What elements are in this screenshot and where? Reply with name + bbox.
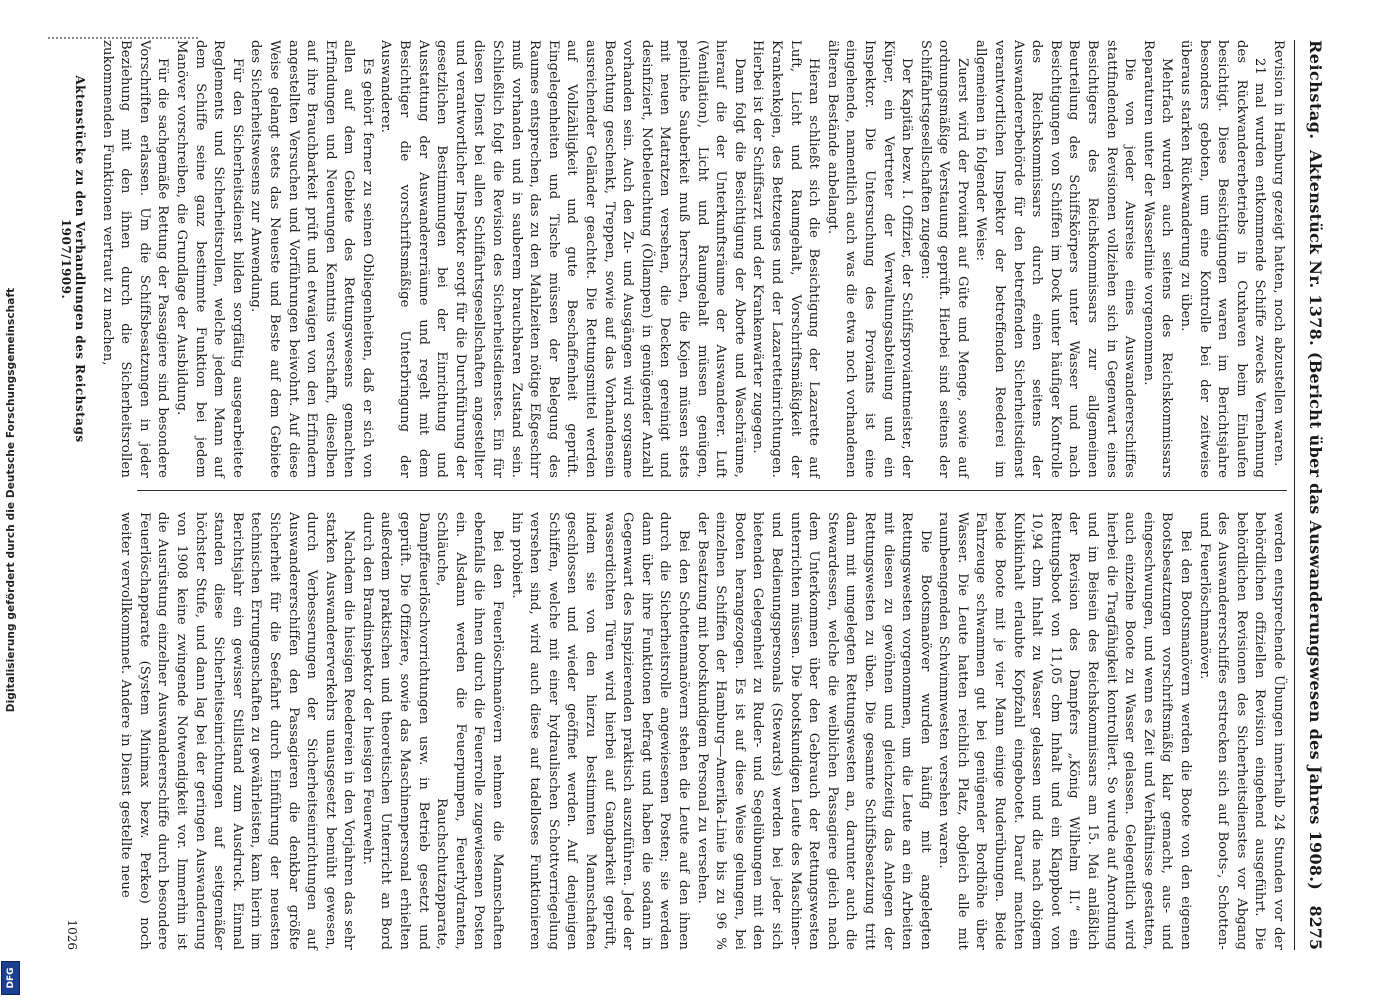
left-column <box>97 40 1287 478</box>
side-credit <box>0 0 22 1000</box>
column-divider <box>137 490 1287 491</box>
paragraph: Die von jeder Ausreise eines Auswandererschiffes stattfindenden Revisionen vollziehen sich in Gegenwart eines Besichtigers des Reichskommissars zur allgemeinen Beurteilung des Schiffskörpers unter Wasser und nach Besichtigungen von Schiffen im Dock unter häufiger Kontrolle des Reichskommissars durch einen seitens der Auswandererbehörde für den betreffenden Sicherheitsdienst verantwortlichen Inspektor der betreffenden Reederei im allgemeinen in folgender Weise: <box>973 40 1138 478</box>
header-title: Aktenstück Nr. 1378. (Bericht über das Auswanderungswesen des Jahres 1908.) <box>1306 150 1325 891</box>
paragraph: Hieran schließt sich die Besichtigung der Lazarette auf Luft, Licht und Raumgehalt, Vorschriftsmäßigkeit der Krankenkojen, des Bettzeuges und der Lazaretteinrichtungen. Hierbei ist der Schiffsarzt und der Krankenwärter zugegen. <box>750 40 822 478</box>
paragraph: werden entsprechende Übungen innerhalb 24 Stunden vor der behördlichen offiziellen Revision eingehend ausgeführt. Die behördlichen Revisionen des Sicherheitsdienstes vor Abgang des Auswandererschiffes erstrecken sich auf Boots-, Schotten- und Feuerlöschmanöver. <box>1196 512 1286 950</box>
paragraph: Bei den Schottenmanövern stehen die Leute auf den ihnen durch die Sicherheitsrolle angewiesenen Posten; sie werden dann über ihre Funktionen befragt und haben die sodann in Gegenwart des Inspizierenden praktisch auszuführen. Jede der wasserdichten Türen wird hierbei auf Gangbarkeit geprüft, indem sie von den hierzu bestimmten Mannschaften geschlossen und wieder geöffnet werden. Auf denjenigen Schiffen, welche mit einer hydraulischen Schottverriegelung versehen sind, wird auch diese auf tadelloses Funktionieren hin probiert. <box>508 512 691 950</box>
right-footer: 1026 <box>65 919 79 950</box>
paragraph: Bei den Bootsmanövern werden die Boote von den eigenen Bootsbesatzungen vorschriftsmäßig klar gemacht, aus- und eingeschwungen, und wenn es Zeit und Verhältnisse gestatten, auch einzelne Boote zu Wasser gelassen. Gelegentlich wird hierbei die Tragfähigkeit kontrolliert. So wurde auf Anordnung und im Beisein des Reichskommissars am 15. Mai anläßlich der Revision des Dampfers „König Wilhelm II.“ ein Rettungsboot von 11,05 cbm Inhalt und ein Klappboot von 10,94 cbm Inhalt zu Wasser gelassen und die nach obigem Kubikinhalt erlaubte Kopfzahl eingebootet. Darauf machten beide Boote mit je vier Mann einige Ruderübungen. Beide Fahrzeuge schwammen gut bei genügender Bordhöhe über Wasser. Die Leute hatten reichlich Platz, obgleich alle mit raumbeengenden Schwimmwesten versehen waren. <box>936 512 1194 950</box>
paragraph: Für den Sicherheitsdienst bilden sorgfältig ausgearbeitete Reglements und Sicherheitsrollen, welche jedem Mann auf dem Schiffe seine ganz bestimmte Funktion bei jedem Manöver vorschreiben, die Grundlage der Ausbildung. <box>173 40 245 478</box>
paragraph: 21 mal wurden entkommende Schiffe zwecks Vernehmung des Rückwandererbetriebs in Cuxhaven beim Einlaufen besichtigt. Diese Besichtigungen waren im Berichtsjahre besonders geboten, um eine Kontrolle bei der zeitweise überaus starken Rückwanderung zu üben. <box>1178 40 1268 478</box>
right-column <box>116 512 1287 950</box>
page-number: 8275 <box>1306 905 1325 950</box>
digitization-credit: Digitalisierung gefördert durch die Deutsche Forschungsgemeinschaft <box>5 287 17 713</box>
left-footer: Aktenstücke zu den Verhandlungen des Reichstags 1907/1909. <box>59 75 87 443</box>
header-left: Reichstag. <box>1306 40 1325 140</box>
paragraph: Es gehört ferner zu seinen Obliegenheiten, daß er sich von allen auf dem Gebiete des Rettungswesens gemachten Erfindungen und Neuerungen Kenntnis verschafft, dieselben auf ihre Brauchbarkeit prüft und etwaigen von den Erfindern angestellten Versuchen und Vorführungen beiwohnt. Auf diese Weise gelangt stets das Neueste und Beste auf dem Gebiete des Sicherheitswesens zur Anwendung. <box>248 40 375 478</box>
paragraph: Der Kapitän bezw. I. Offizier, der Schiffsproviantmeister, der Küper, ein Vertreter der Verwaltungsabteilung und ein Inspektor. Die Untersuchung des Proviants ist eine eingehende, namentlich auch was die etwa noch vorhandenen älteren Bestände anbelangt. <box>824 40 915 478</box>
dfg-logo <box>1 961 20 995</box>
dfg-logo-text: DFG <box>5 967 16 989</box>
paragraph: Bei den Feuerlöschmanövern nehmen die Mannschaften ebenfalls die ihnen durch die Feuerrolle zugewiesenen Posten ein. Alsdann werden die Feuerpumpen, Feuerhydranten, Schläuche, Rauchschutzapparate, Dampffeuerlöschvorrichtungen usw. in Betrieb gesetzt und geprüft. Die Offiziere, sowie das Maschinenpersonal erhielten außerdem praktischen und theoretischen Unterricht an Bord durch den Brandinspektor der hiesigen Feuerwehr. <box>359 512 506 950</box>
page-header <box>1294 40 1335 950</box>
paragraph: Nachdem die hiesigen Reedereien in den Vorjahren das sehr starken Auswandererverkehrs unausgesetzt bemüht gewesen, durch Verbesserungen der Sicherheitseinrichtungen auf Auswandererschiffen den Passagieren die denkbar größte Sicherheit für die Seefahrt durch Einführung der neuesten technischen Errungenschaften zu gewährleisten, kam hierin im Berichtsjahr ein gewisser Stillstand zum Ausdruck. Einmal standen diese Sicherheitseinrichtungen auf seitgemäßer höchster Stufe, und dann lag bei der geringen Auswanderung von 1908 keine zwingende Notwendigkeit vor. Immerhin ist die Ausrüstung einzelner Auswandererschiffe durch besondere Feuerlöschapparate (System Minimax bezw. Perkeo) noch weiter vervollkommnet. Andere in Dienst gestellte neue <box>118 512 357 950</box>
paragraph: Für die sachgemäße Rettung der Passagiere sind besondere Vorschriften erlassen. Um die Schiffsbesatzungen in jeder Beziehung mit den ihnen durch die Sicherheitsrollen zukommenden Funktionen vertraut zu machen, <box>99 40 171 478</box>
paragraph: Mehrfach wurden auch seitens des Reichskommissars Reparaturen unter der Wasserlinie vorgenommen. <box>1140 40 1175 478</box>
paragraph: Dann folgt die Besichtigung der Aborte und Waschräume, hierauf die der Unterkunftsräume der Auswanderer. Luft (Ventilation), Licht und Raumgehalt müssen genügen, peinliche Sauberkeit muß herrschen, die Kojen müssen stets mit neuen Matratzen versehen, die Decken gereinigt und desinfiziert, Notbeleuchtung (Öllampen) in genügender Anzahl vorhanden sein. Auch den Zu- und Ausgängen wird sorgsame Beachtung geschenkt, Treppen, sowie auf das Vorhandensein ausreichender Geländer geachtet. Die Rettungsmittel werden auf Vollzähligkeit und gute Beschaffenheit geprüft. Eingelegenheiten und Tische müssen der Belegung des Raumes entsprechen, das zu den Mahlzeiten nötige Eßgeschirr muß vorhanden und in sauberem brauchbaren Zustand sein. Schließlich folgt die Revision des Sicherheitsdienstes. Ein für diesen Dienst bei allen Schiffahrtsgesellschaften angestellter und verantwortlicher Inspektor sorgt für die Durchführung der gesetzlichen Bestimmungen bei der Einrichtung und Ausstattung der Auswandererräume und regelt mit dem Besichtiger die vorschriftsmäßige Unterbringung der Auswanderer. <box>378 40 747 478</box>
paragraph: Revision in Hamburg gezeigt hatten, noch abzustellen waren. <box>1271 40 1286 467</box>
paragraph: Zuerst wird der Proviant auf Güte und Menge, sowie auf ordnungsmäßige Verstauung geprüft. Hierbei sind seitens der Schiffahrtsgesellschaften zugegen: <box>917 40 970 478</box>
paragraph: Die Bootsmanöver wurden häufig mit angelegten Rettungswesten vorgenommen, um die Leute an ein Arbeiten mit diesen zu gewöhnen und gleichzeitig das Anlegen der Rettungswesten zu üben. Die gesamte Schiffsbesatzung tritt dann mit umgelegten Rettungswesten an, darunter auch die Stewardessen, welche die weiblichen Passagiere gleich nach dem Unterkommen über den Gebrauch der Rettungswesten unterrichten müssen. Die bootskundigen Leute des Maschinen- und Bedienungspersonals (Stewards) werden bei jeder sich bietenden Gelegenheit zu Ruder- und Segelübungen mit den Booten herangezogen. Es ist auf diese Weise gelungen, bei einzelnen Schiffen der Hamburg—Amerika-Linie bis zu 96 % der Besatzung mit bootskundigem Personal zu versehen. <box>694 512 933 950</box>
document-page <box>59 0 1335 1000</box>
